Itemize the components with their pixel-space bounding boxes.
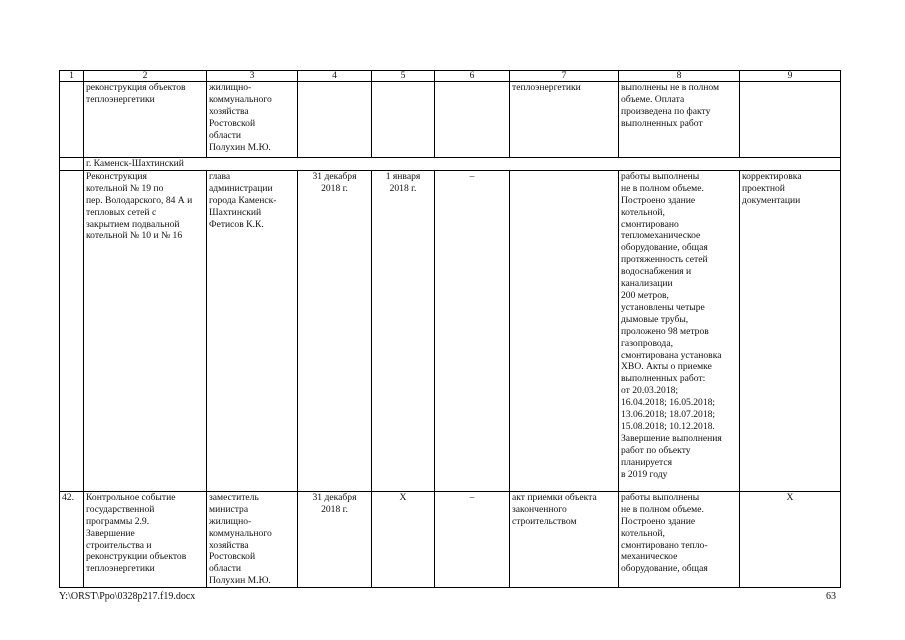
- cell-number: [60, 82, 84, 158]
- city-name: г. Каменск-Шахтинский: [84, 158, 841, 171]
- table-row-42: [60, 491, 841, 587]
- col-num-4: 4: [298, 71, 372, 82]
- cell-event-name: Контрольное событие государственной программы 2.9. Завершение строительства и реконструкции объектов теплоэнергетики: [84, 491, 207, 587]
- cell-number: 42.: [60, 491, 84, 587]
- col-num-6: 6: [435, 71, 510, 82]
- col-num-8: 8: [619, 71, 740, 82]
- table-row-kamensk: [60, 170, 841, 491]
- cell-status: работы выполнены не в полном объеме. Построено здание котельной, смонтировано тепло- механическое оборудование, общая: [619, 491, 740, 587]
- page-number: 63: [826, 591, 836, 602]
- cell-planned-date: 31 декабря 2018 г.: [298, 491, 372, 587]
- cell-document: [510, 170, 619, 491]
- cell-col6: [435, 82, 510, 158]
- cell-responsible: глава администрации города Каменск- Шахтинский Фетисов К.К.: [207, 170, 298, 491]
- col-num-2: 2: [84, 71, 207, 82]
- cell-actual-date: [372, 82, 435, 158]
- cell-event-name: реконструкция объектов теплоэнергетики: [84, 82, 207, 158]
- col-num-5: 5: [372, 71, 435, 82]
- cell-document: теплоэнергетики: [510, 82, 619, 158]
- cell-number-empty: [60, 158, 84, 171]
- col-num-3: 3: [207, 71, 298, 82]
- cell-status: работы выполнены не в полном объеме. Построено здание котельной, смонтировано тепломеханическое оборудование, общая протяженность сетей водоснабжения и канализации 200 метров, установлены четыре дымовые трубы, проложено 98 метров газопровода, смонтирована установка ХВО. Акты о приемке выполненных работ: от 20.03.2018; 16.04.2018; 16.05.2018; 13.06.2018; 18.07.2018; 15.08.2018; 10.12.2018. Завершение выполнения работ по объекту планируется в 2019 году: [619, 170, 740, 491]
- column-number-row: [60, 71, 841, 82]
- col-num-9: 9: [740, 71, 841, 82]
- cell-event-name: Реконструкция котельной № 19 по пер. Володарского, 84 А и тепловых сетей с закрытием подвальной котельной № 10 и № 16: [84, 170, 207, 491]
- cell-document: акт приемки объекта законченного строительством: [510, 491, 619, 587]
- city-row: [60, 158, 841, 171]
- cell-reason: корректировка проектной документации: [740, 170, 841, 491]
- cell-reason: [740, 82, 841, 158]
- cell-responsible: жилищно- коммунального хозяйства Ростовской области Полухин М.Ю.: [207, 82, 298, 158]
- col-num-1: 1: [60, 71, 84, 82]
- cell-status: выполнены не в полном объеме. Оплата произведена по факту выполненных работ: [619, 82, 740, 158]
- cell-planned-date: 31 декабря 2018 г.: [298, 170, 372, 491]
- cell-reason: Х: [740, 491, 841, 587]
- cell-actual-date: 1 января 2018 г.: [372, 170, 435, 491]
- cell-responsible: заместитель министра жилищно- коммунального хозяйства Ростовской области Полухин М.Ю.: [207, 491, 298, 587]
- table-row-continued: [60, 82, 841, 158]
- col-num-7: 7: [510, 71, 619, 82]
- cell-col6: –: [435, 170, 510, 491]
- report-table: [59, 70, 841, 588]
- cell-actual-date: Х: [372, 491, 435, 587]
- cell-col6: –: [435, 491, 510, 587]
- footer-file-path: Y:\ORST\Ppo\0328p217.f19.docx: [59, 591, 196, 602]
- cell-number: [60, 170, 84, 491]
- cell-planned-date: [298, 82, 372, 158]
